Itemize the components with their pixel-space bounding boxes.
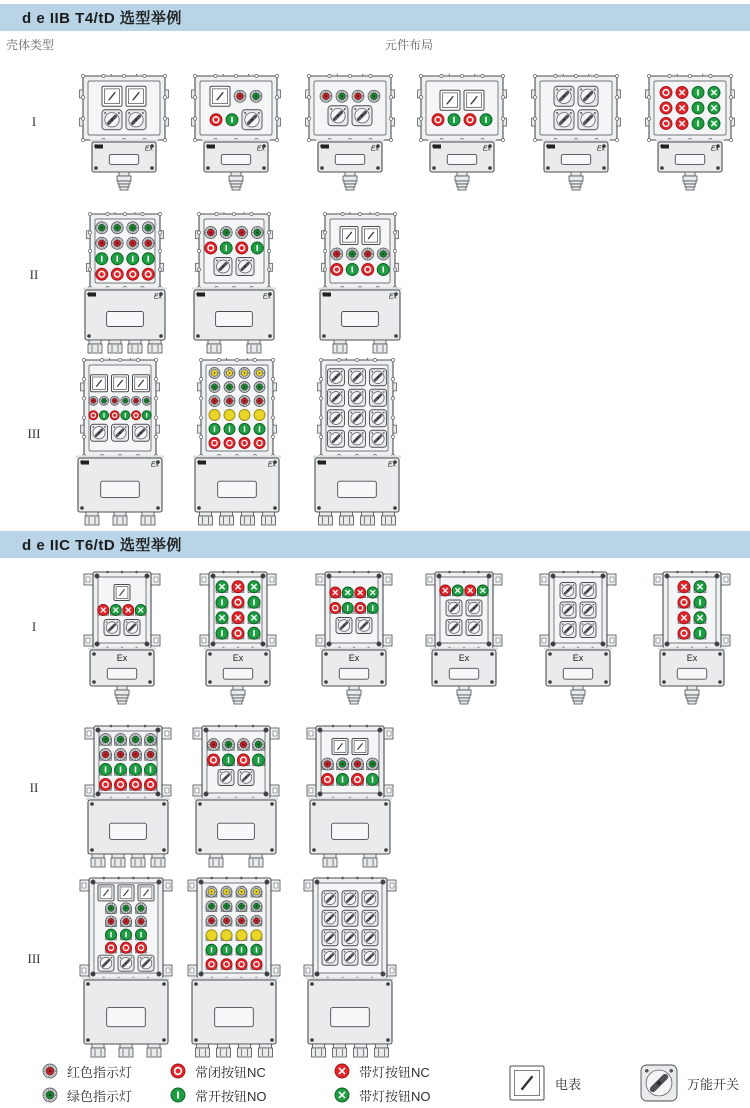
legend-label: 带灯按钮NO [359, 1088, 431, 1104]
svg-text:Ex: Ex [153, 293, 162, 301]
legend-label: 电表 [555, 1076, 582, 1092]
device-box-s1r1b6 [643, 74, 737, 195]
svg-text:Ex: Ex [710, 145, 719, 153]
device-box-s2r3b2 [182, 876, 286, 1062]
row-label-iib-II: II [29, 267, 39, 282]
nc-lamp-icon [332, 1061, 352, 1081]
device-box-s2r2b1 [78, 724, 178, 872]
svg-text:Ex: Ex [348, 653, 360, 663]
legend-item-no [168, 1084, 267, 1106]
device-box-s2r1b2 [196, 570, 280, 709]
device-box-s2r1b5 [536, 570, 620, 709]
svg-text:Ex: Ex [572, 653, 584, 663]
device-box-s2r1b6 [650, 570, 734, 709]
red-ind-icon [40, 1061, 60, 1081]
device-box-s2r3b1 [74, 876, 178, 1062]
svg-text:Ex: Ex [262, 293, 271, 301]
svg-text:Ex: Ex [388, 293, 397, 301]
svg-text:Ex: Ex [370, 145, 379, 153]
legend-item-red-ind [40, 1060, 132, 1082]
device-box-s2r3b3 [298, 876, 402, 1062]
svg-text:Ex: Ex [256, 145, 265, 153]
device-box-s2r1b3 [312, 570, 396, 709]
svg-text:Ex: Ex [150, 461, 159, 469]
row-label-iib-I: I [31, 114, 37, 129]
row-label-iib-III: III [27, 426, 41, 441]
device-box-s1r1b2 [189, 74, 283, 195]
row-label-iic-I: I [31, 619, 37, 634]
switch-icon [638, 1062, 680, 1104]
device-box-s1r3b3 [309, 358, 405, 530]
legend-label: 带灯按钮NC [359, 1064, 430, 1080]
device-box-s2r1b4 [422, 570, 506, 709]
device-box-s1r3b1 [72, 358, 168, 530]
legend-label: 绿色指示灯 [67, 1088, 133, 1104]
svg-text:Ex: Ex [686, 653, 698, 663]
column-header-enclosure-type: 壳体类型 [6, 38, 55, 52]
device-box-s1r2b3 [314, 212, 406, 358]
legend-item-nc-lamp [332, 1060, 430, 1082]
device-box-s1r2b2 [188, 212, 280, 358]
device-box-s1r1b4 [415, 74, 509, 195]
device-box-s1r1b5 [529, 74, 623, 195]
meter-icon [506, 1062, 548, 1104]
device-box-s1r3b2 [189, 358, 285, 530]
svg-text:Ex: Ex [596, 145, 605, 153]
svg-text:Ex: Ex [387, 461, 396, 469]
legend-item-nc [168, 1060, 266, 1082]
row-label-iic-III: III [27, 951, 41, 966]
svg-text:Ex: Ex [482, 145, 491, 153]
device-box-s2r1b1 [80, 570, 164, 709]
legend-label: 常开按钮NO [195, 1088, 267, 1104]
green-ind-icon [40, 1085, 60, 1105]
legend-label: 常闭按钮NC [195, 1064, 266, 1080]
no-lamp-icon [332, 1085, 352, 1105]
legend-item-switch [638, 1061, 739, 1105]
legend-label: 万能开关 [687, 1076, 740, 1092]
column-header-component-layout: 元件布局 [385, 38, 434, 52]
section-header-iic: d e IIC T6/tD 选型举例 [0, 531, 750, 558]
legend-item-meter [506, 1061, 581, 1105]
device-box-s1r1b1 [77, 74, 171, 195]
legend-label: 红色指示灯 [67, 1064, 133, 1080]
legend-item-no-lamp [332, 1084, 431, 1106]
device-box-s1r2b1 [79, 212, 171, 358]
legend-item-green-ind [40, 1084, 132, 1106]
svg-text:Ex: Ex [144, 145, 153, 153]
svg-text:Ex: Ex [458, 653, 470, 663]
svg-text:Ex: Ex [267, 461, 276, 469]
device-box-s2r2b2 [186, 724, 286, 872]
section-header-iib: d e IIB T4/tD 选型举例 [0, 4, 750, 31]
row-label-iic-II: II [29, 780, 39, 795]
svg-text:Ex: Ex [232, 653, 244, 663]
svg-text:Ex: Ex [116, 653, 128, 663]
nc-icon [168, 1061, 188, 1081]
no-icon [168, 1085, 188, 1105]
device-box-s1r1b3 [303, 74, 397, 195]
device-box-s2r2b3 [300, 724, 400, 872]
